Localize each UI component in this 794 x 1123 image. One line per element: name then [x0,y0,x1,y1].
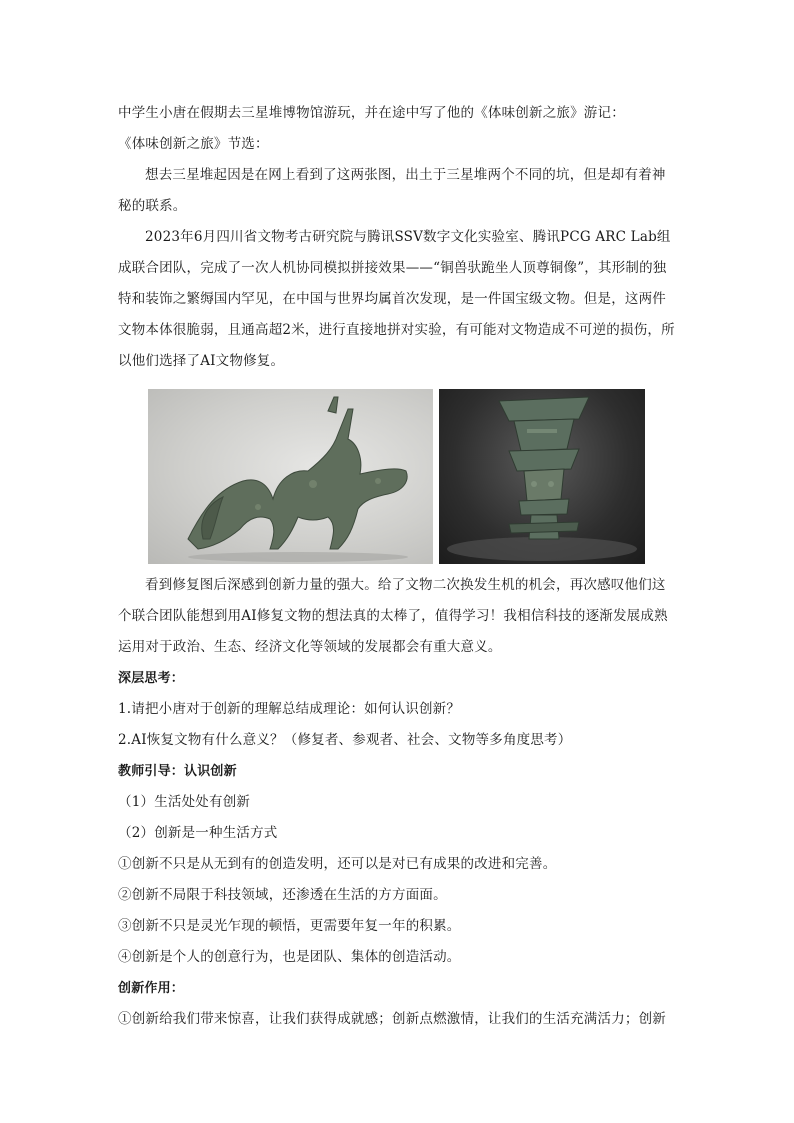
travel-reason-paragraph: 想去三星堆起因是在网上看到了这两张图，出土于三星堆两个不同的坑，但是却有着神秘的联系。 [118,167,666,214]
reflection-paragraph: 看到修复图后深感到创新力量的强大。给了文物二次换发生机的机会，再次感叹他们这个联合团队能想到用AI修复文物的想法真的太棒了，值得学习！我相信科技的逐渐发展成熟运用对于政治、生态、经济文化等领域的发展都会有重大意义。 [118,577,668,655]
innovation-role-item: ①创新给我们带来惊喜，让我们获得成就感；创新点燃激情，让我们的生活充满活力；创新 [118,1011,666,1027]
teacher-guide-heading: 教师引导：认识创新 [118,764,237,779]
guide-item: ①创新不只是从无到有的创造发明，还可以是对已有成果的改进和完善。 [118,856,557,872]
innovation-role-heading: 创新作用： [118,981,185,996]
excerpt-title: 《体味创新之旅》节选： [118,136,269,152]
ai-restoration-paragraph: 2023年6月四川省文物考古研究院与腾讯SSV数字文化实验室、腾讯PCG ARC Lab组成联合团队，完成了一次人机协同模拟拼接效果——“铜兽驮跪坐人顶尊铜像”，其形制的独特和装饰之繁缛国内罕见，在中国与世界均属首次发现，是一件国宝级文物。但是，这两件文物本体很脆弱，且通高超2米，进行直接地拼对实验，有可能对文物造成不可逆的损伤，所以他们选择了AI文物修复。 [118,229,675,369]
bronze-beast-photo [148,389,433,564]
guide-item: （2）创新是一种生活方式 [118,825,278,841]
guide-item: ③创新不只是灵光乍现的顿悟，更需要年复一年的积累。 [118,918,461,934]
document-content [118,98,678,1035]
question-1: 1.请把小唐对于创新的理解总结成理论：如何认识创新？ [118,701,461,717]
deep-thinking-heading: 深层思考： [118,671,185,686]
guide-item: ④创新是个人的创意行为，也是团队、集体的创造活动。 [118,949,461,965]
question-2: 2.AI恢复文物有什么意义？（修复者、参观者、社会、文物等多角度思考） [118,732,572,748]
guide-item: ②创新不局限于科技领域，还渗透在生活的方方面面。 [118,887,447,903]
artifact-images [148,389,678,564]
guide-item: （1）生活处处有创新 [118,794,251,810]
intro-paragraph: 中学生小唐在假期去三星堆博物馆游玩，并在途中写了他的《体味创新之旅》游记： [118,105,625,121]
kneeling-figure-zun-photo [439,389,645,564]
